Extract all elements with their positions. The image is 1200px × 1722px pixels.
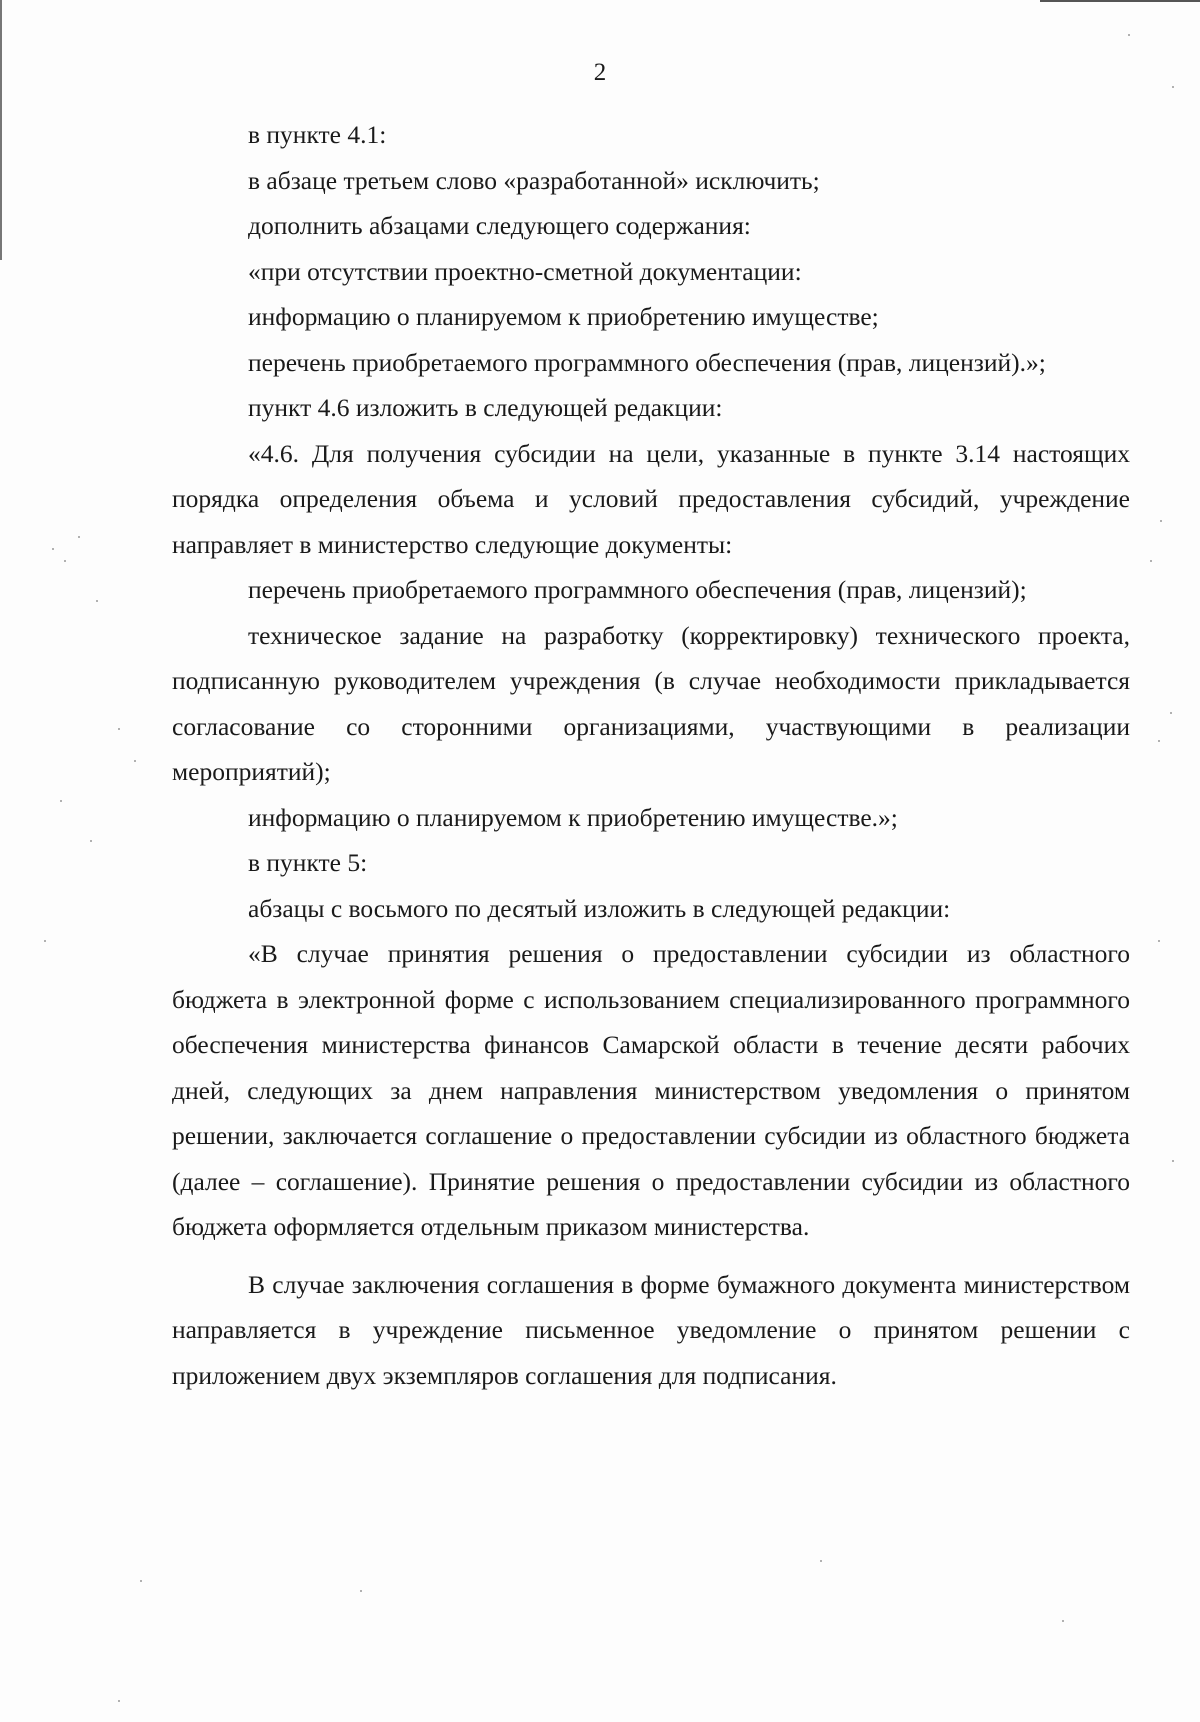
paragraph-software-list-2: перечень приобретаемого программного обеспечения (прав, лицензий); xyxy=(248,575,1027,604)
paragraph-abzats-8-10: абзацы с восьмого по десятый изложить в следующей редакции: xyxy=(248,893,951,923)
paragraph-software-list: перечень приобретаемого программного обеспечения (прав, лицензий).»; xyxy=(248,347,1046,377)
document-body xyxy=(172,112,1130,1398)
paragraph-4-6-text: «4.6. Для получения субсидии на цели, указанные в пункте 3.14 настоящих порядка определения объема и условий предоставления субсидий, учреждение направляет в министерство следующие документы: xyxy=(172,438,1130,559)
paragraph-no-documentation: «при отсутствии проектно-сметной документации: xyxy=(248,256,802,286)
page-number: 2 xyxy=(593,59,607,86)
paragraph-exclude-word: в абзаце третьем слово «разработанной» исключить; xyxy=(248,165,820,195)
scan-edge-line xyxy=(1040,0,1200,2)
scan-left-edge xyxy=(0,0,2,260)
paragraph-property-info-2: информацию о планируемом к приобретению имуществе.»; xyxy=(248,802,898,832)
paragraph-add-content: дополнить абзацами следующего содержания: xyxy=(248,211,751,240)
paragraph-technical-task: техническое задание на разработку (корректировку) технического проекта, подписанную руководителем учреждения (в случае необходимости прикладывается согласование со сторонними организациями, участвующими в реализации мероприятий); xyxy=(172,620,1130,786)
paragraph-paper-form: В случае заключения соглашения в форме бумажного документа министерством направляется в учреждение письменное уведомление о принятом решении с приложением двух экземпляров соглашения для подписания. xyxy=(172,1269,1130,1390)
paragraph-property-info: информацию о планируемом к приобретению имуществе; xyxy=(248,302,879,331)
paragraph-electronic-form: «В случае принятия решения о предоставлении субсидии из областного бюджета в электронной форме с использованием специализированного программного обеспечения министерства финансов Самарской области в течение десяти рабочих дней, следующих за днем направления министерством уведомления о принятом решении, заключается соглашение о предоставлении субсидии из областного бюджета (далее – соглашение). Принятие решения о предоставлении субсидии из областного бюджета оформляется отдельным приказом министерства. xyxy=(172,939,1130,1241)
paragraph-clause-5: в пункте 5: xyxy=(248,848,368,877)
paragraph-clause-4-1: в пункте 4.1: xyxy=(248,120,387,149)
paragraph-clause-4-6: пункт 4.6 изложить в следующей редакции: xyxy=(248,393,723,422)
